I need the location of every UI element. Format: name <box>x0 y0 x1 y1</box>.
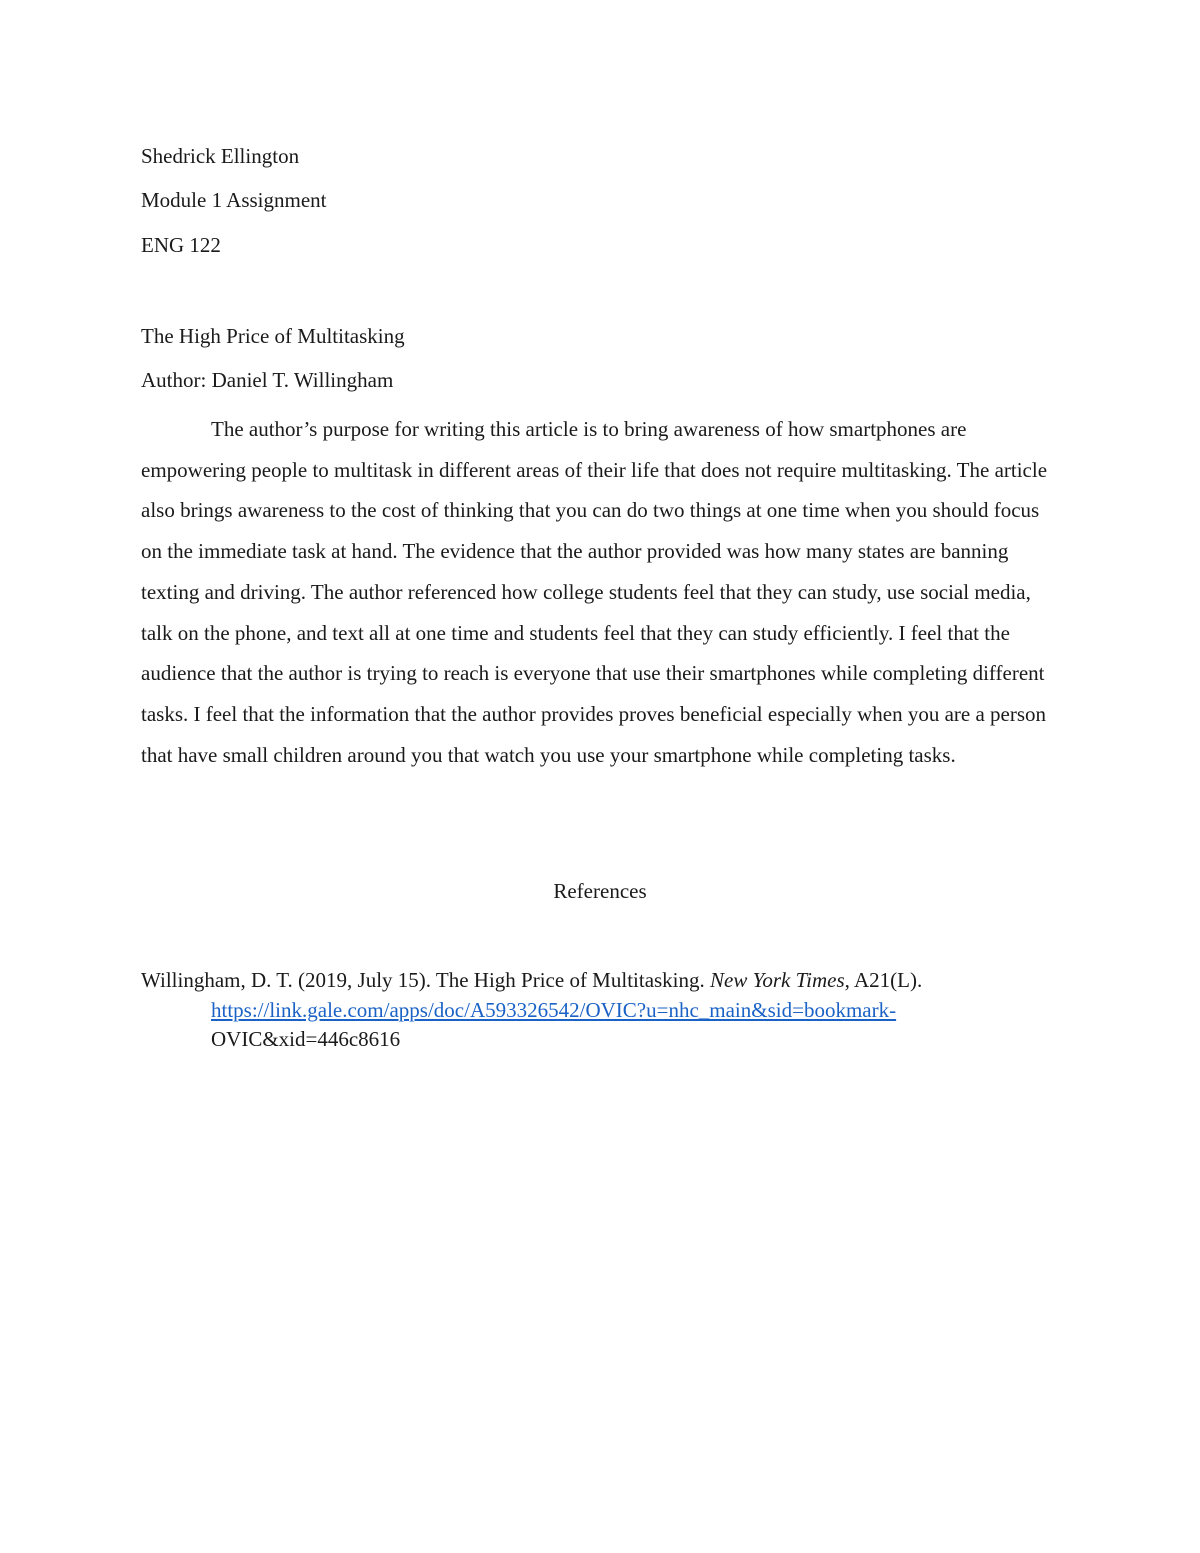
reference-page: , A21(L). <box>844 968 923 992</box>
article-author: Author: Daniel T. Willingham <box>141 368 394 392</box>
reference-journal: New York Times <box>710 968 845 992</box>
reference-citation: Willingham, D. T. (2019, July 15). The High Price of Multitasking. <box>141 968 711 992</box>
reference-url-link[interactable]: https://link.gale.com/apps/doc/A593326542/OVIC?u=nhc_main&sid=bookmark- <box>211 997 897 1022</box>
body-paragraph: The author’s purpose for writing this article is to bring awareness of how smartphones are empowering people to multitask in different areas of their life that does not require multitasking. The article also brings awareness to the cost of thinking that you can do two things at one time when you should focus on the immediate task at hand. The evidence that the author provided was how many states are banning texting and driving. The author referenced how college students feel that they can study, use social media, talk on the phone, and text all at one time and students feel that they can study efficiently. I feel that the audience that the author is trying to reach is everyone that use their smartphones while completing different tasks. I feel that the information that the author provides proves beneficial especially when you are a person that have small children around you that watch you use your smartphone while completing tasks. <box>141 417 1048 767</box>
article-title: The High Price of Multitasking <box>141 324 405 348</box>
student-name: Shedrick Ellington <box>141 144 300 168</box>
course-code: ENG 122 <box>141 233 221 257</box>
reference-entry <box>141 966 1111 1055</box>
assignment-title: Module 1 Assignment <box>141 188 327 212</box>
references-heading: References <box>553 879 647 903</box>
reference-url-tail: OVIC&xid=446c8616 <box>211 1027 401 1051</box>
